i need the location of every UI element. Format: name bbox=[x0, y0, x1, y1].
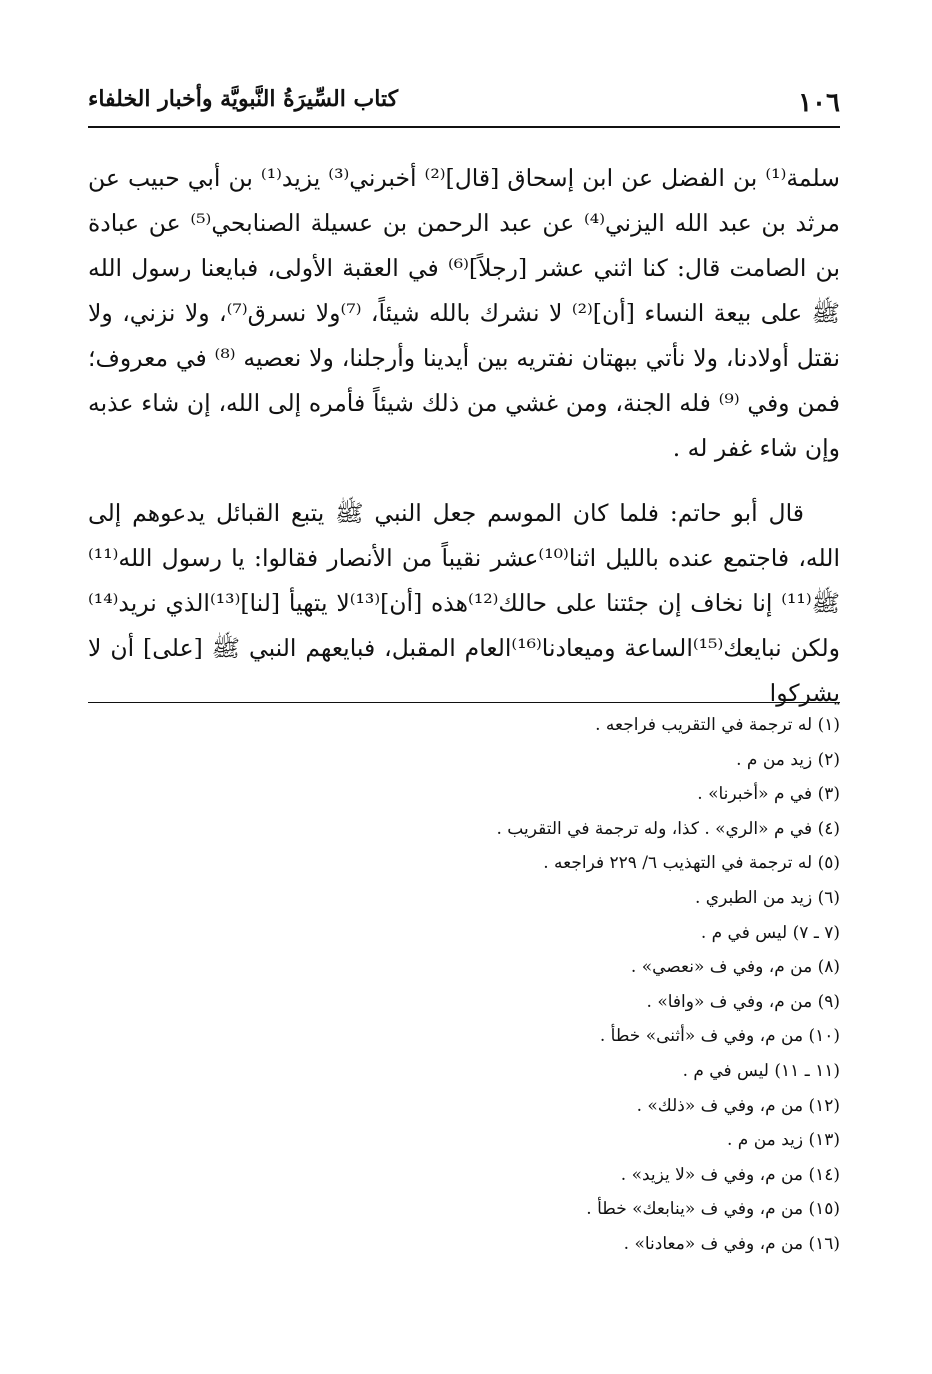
footnote: (٨) من م، وفي ف «نعصي» . bbox=[630, 957, 840, 978]
footnote: (٩) من م، وفي ف «وافا» . bbox=[646, 991, 840, 1012]
footnote: (١١ ـ ١١) ليس في م . bbox=[682, 1060, 840, 1081]
footnote: (١٠) من م، وفي ف «أثنى» خطأ . bbox=[599, 1026, 840, 1047]
footnote: (١٦) من م، وفي ف «معادنا» . bbox=[623, 1233, 840, 1254]
footnote: (٢) زيد من م . bbox=[736, 749, 840, 770]
footnote: (٤) في م «الري» . كذا، وله ترجمة في التقريب . bbox=[496, 818, 840, 839]
footnote: (١٣) زيد من م . bbox=[727, 1130, 840, 1151]
footnotes-list bbox=[88, 708, 840, 1262]
page-number: ١٠٦ bbox=[798, 88, 840, 118]
footnote: (٥) له ترجمة في التهذيب ٦/ ٢٢٩ فراجعه . bbox=[543, 853, 840, 874]
footnote: (٣) في م «أخبرنا» . bbox=[697, 784, 840, 805]
footnote: (١٥) من م، وفي ف «ينابعك» خطأ . bbox=[586, 1199, 840, 1220]
footnote: (١٤) من م، وفي ف «لا يزيد» . bbox=[620, 1164, 840, 1185]
running-header bbox=[88, 84, 840, 124]
paragraph: سلمة⁽¹⁾ بن الفضل عن ابن إسحاق [قال]⁽²⁾ أخبرني⁽³⁾ يزيد⁽¹⁾ بن أبي حبيب عن مرثد بن عبد الله اليزني⁽⁴⁾ عن عبد الرحمن بن عسيلة الصنابحي⁽⁵⁾ عن عبادة بن الصامت قال: كنا اثني عشر [رجلاً]⁽⁶⁾ في العقبة الأولى، فبايعنا رسول الله ﷺ على بيعة النساء [أن]⁽²⁾ لا نشرك بالله شيئاً، ⁽⁷⁾ولا نسرق⁽⁷⁾، ولا نزني، ولا نقتل أولادنا، ولا نأتي ببهتان نفتريه بين أيدينا وأرجلنا، ولا نعصيه ⁽⁸⁾ في معروف؛ فمن وفي ⁽⁹⁾ فله الجنة، ومن غشي من ذلك شيئاً فأمره إلى الله، إن شاء عذبه وإن شاء غفر له . bbox=[88, 164, 841, 462]
main-text bbox=[88, 156, 840, 716]
footnote: (٦) زيد من الطبري . bbox=[694, 887, 840, 908]
paragraph: قال أبو حاتم: فلما كان الموسم جعل النبي ﷺ يتبع القبائل يدعوهم إلى الله، فاجتمع عنده بالليل اثنا⁽¹⁰⁾عشر نقيباً من الأنصار فقالوا: يا رسول الله⁽¹¹⁾ﷺ⁽¹¹⁾ إنا نخاف إن جئتنا على حالك⁽¹²⁾هذه [أن]⁽¹³⁾لا يتهيأ [لنا]⁽¹³⁾الذي نريد⁽¹⁴⁾ولكن نبايعك⁽¹⁵⁾الساعة وميعادنا⁽¹⁶⁾العام المقبل، فبايعهم النبي ﷺ [على] أن لا يشركوا bbox=[88, 499, 841, 707]
footnote: (١) له ترجمة في التقريب فراجعه . bbox=[595, 715, 840, 735]
footnote: (٧ ـ ٧) ليس في م . bbox=[700, 922, 840, 943]
header-divider bbox=[88, 126, 840, 128]
footnote-divider bbox=[88, 702, 840, 703]
footnote: (١٢) من م، وفي ف «ذلك» . bbox=[636, 1095, 840, 1116]
book-title: كتاب السِّيرَةُ النَّبويَّة وأخبار الخلفاء bbox=[88, 86, 399, 112]
